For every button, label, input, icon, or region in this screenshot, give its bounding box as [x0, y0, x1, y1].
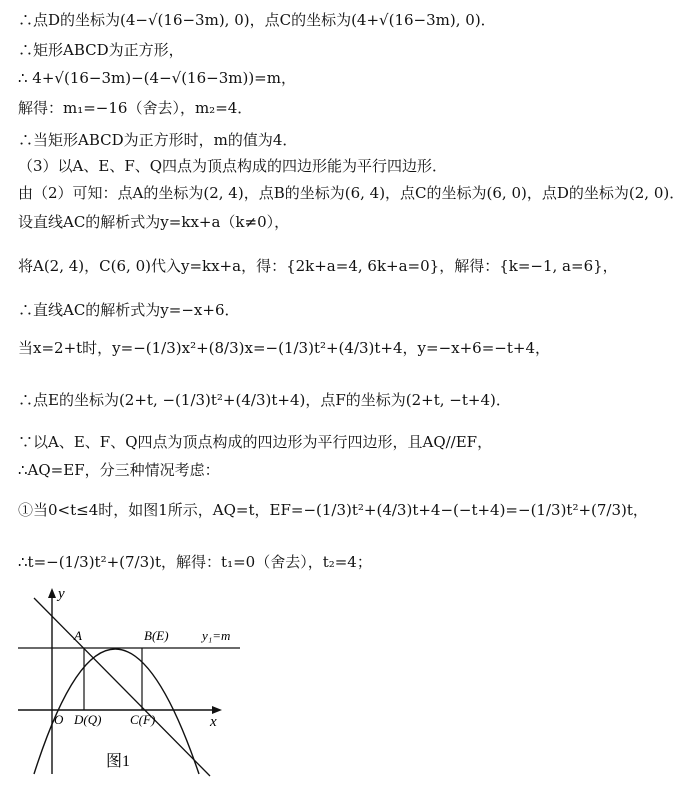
solution-line-1: ∴点D的坐标为(4−√(16−3m), 0)，点C的坐标为(4+√(16−3m), 0)．	[18, 11, 496, 29]
label-CF: C(F)	[130, 712, 156, 727]
solution-line-10: ∴直线AC的解析式为y=−x+6．	[18, 301, 240, 319]
label-A: A	[74, 628, 82, 643]
solution-line-6: （3）以A、E、F、Q四点为顶点构成的四边形能为平行四边形．	[18, 157, 448, 175]
solution-line-14: ∴AQ=EF，分三种情况考虑：	[18, 461, 220, 479]
label-DQ: D(Q)	[74, 712, 102, 727]
solution-line-13: ∵以A、E、F、Q四点为顶点构成的四边形为平行四边形，且AQ//EF，	[18, 433, 493, 451]
solution-line-4: 解得：m₁=−16（舍去），m₂=4．	[18, 99, 253, 117]
label-y1-m: y₁=m	[202, 628, 231, 643]
x-axis-arrow	[212, 706, 222, 714]
label-y-axis: y	[58, 586, 65, 602]
label-origin: O	[54, 712, 64, 727]
label-x-axis: x	[210, 714, 217, 730]
solution-line-2: ∴矩形ABCD为正方形，	[18, 41, 184, 59]
figure-caption: 图1	[106, 753, 131, 770]
solution-line-7: 由（2）可知：点A的坐标为(2, 4)，点B的坐标为(6, 4)，点C的坐标为(6, 0)，点D的坐标为(2, 0)．	[18, 184, 684, 202]
solution-line-11: 当x=2+t时，y=−(1/3)x²+(8/3)x=−(1/3)t²+(4/3)t+4，y=−x+6=−t+4，	[18, 339, 551, 357]
y-axis-arrow	[48, 588, 56, 598]
line-AC	[34, 598, 210, 776]
solution-line-16: ∴t=−(1/3)t²+(7/3)t，解得：t₁=0（舍去），t₂=4；	[18, 553, 372, 571]
solution-line-3: ∴ 4+√(16−3m)−(4−√(16−3m))=m，	[18, 69, 296, 87]
solution-line-9: 将A(2, 4)，C(6, 0)代入y=kx+a，得：{2k+a=4, 6k+a=0}，解得：{k=−1, a=6}，	[18, 257, 618, 275]
solution-line-8: 设直线AC的解析式为y=kx+a（k≠0），	[18, 213, 290, 231]
solution-line-5: ∴当矩形ABCD为正方形时，m的值为4．	[18, 131, 298, 149]
solution-line-15: ①当0<t≤4时，如图1所示，AQ=t，EF=−(1/3)t²+(4/3)t+4−(−t+4)=−(1/3)t²+(7/3)t，	[18, 501, 648, 519]
label-BE: B(E)	[144, 628, 169, 643]
figure-1	[14, 584, 254, 780]
solution-line-12: ∴点E的坐标为(2+t, −(1/3)t²+(4/3)t+4)，点F的坐标为(2+t, −t+4)．	[18, 391, 511, 409]
